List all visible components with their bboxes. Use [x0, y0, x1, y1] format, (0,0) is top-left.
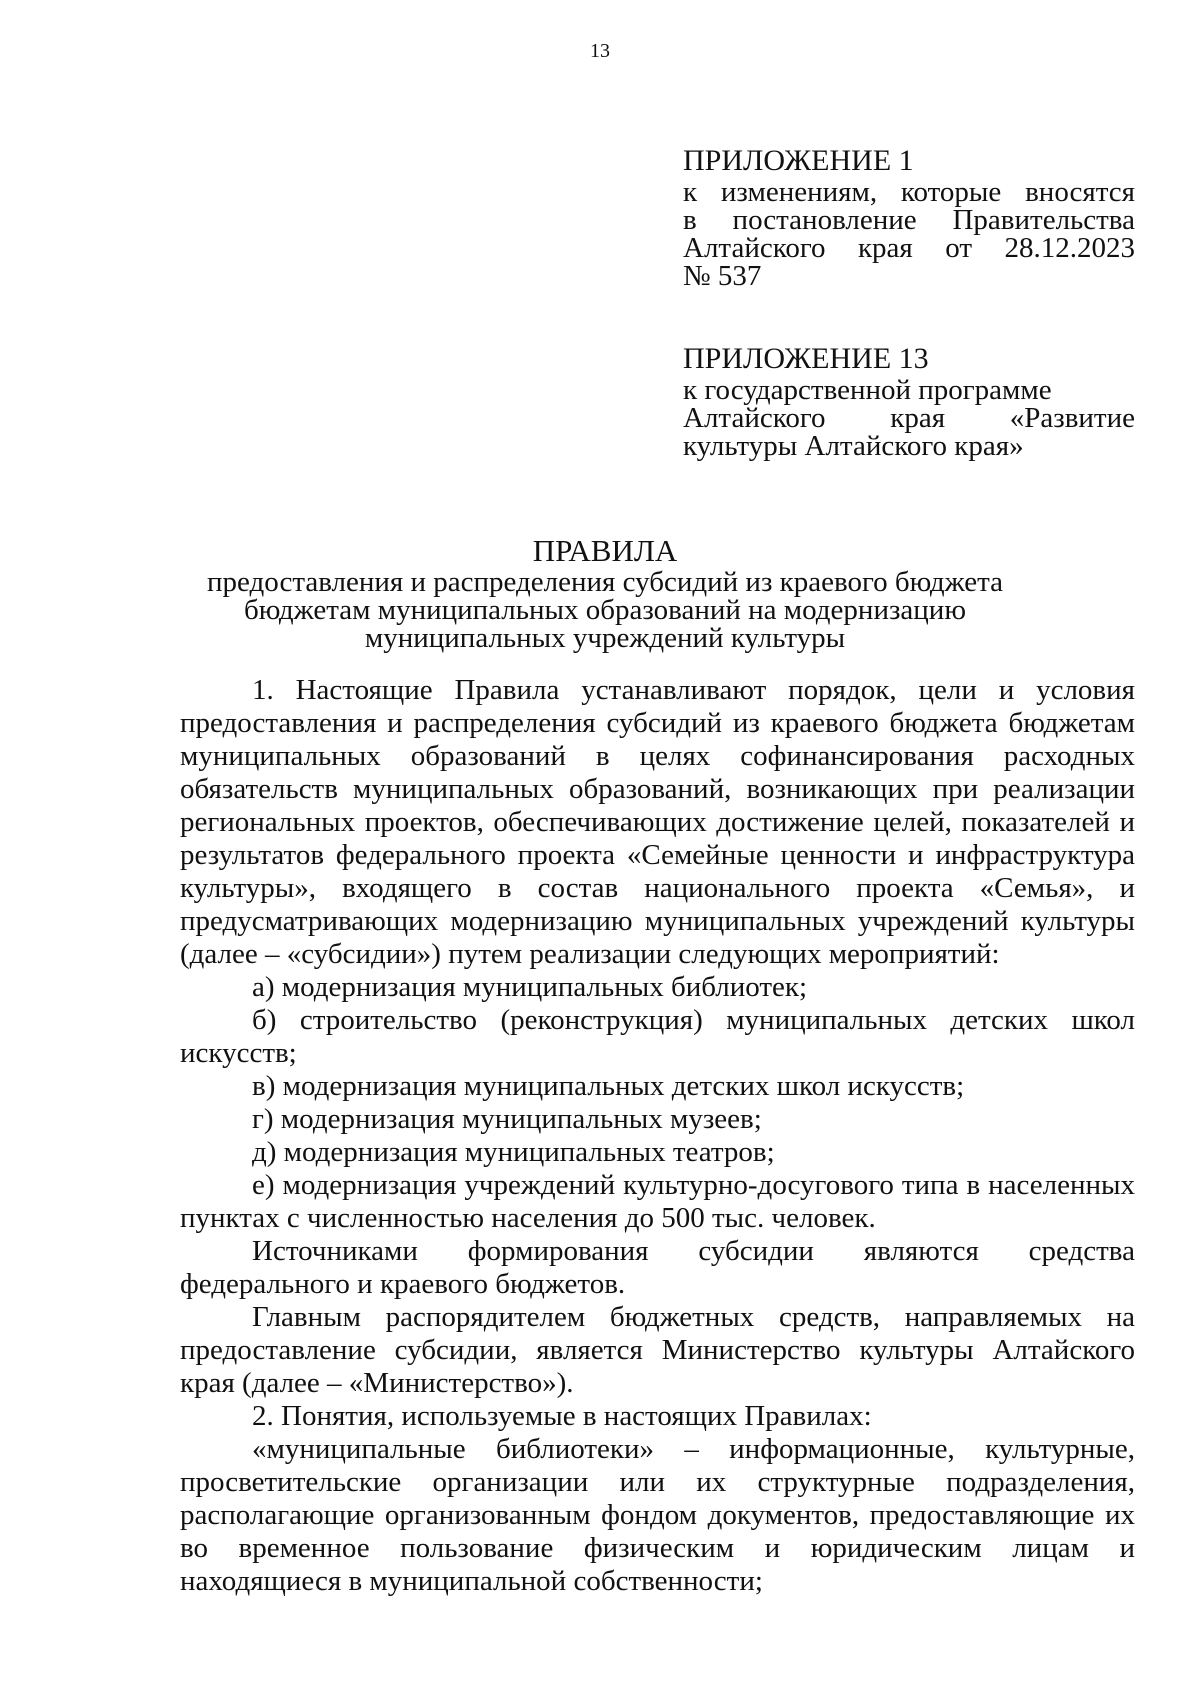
- list-item-e: е) модернизация учреждений культурно-досугового типа в населенных пунктах с численностью населения до 500 тыс. человек.: [180, 1169, 1135, 1234]
- rules-title-block: [200, 534, 1010, 652]
- list-item-a: а) модернизация муниципальных библиотек;: [252, 971, 808, 1003]
- appendix-13-line: Алтайского края «Развитие: [683, 402, 1135, 434]
- appendix-1-line: № 537: [683, 260, 762, 292]
- rules-body: [180, 674, 1135, 1598]
- list-item-b: б) строительство (реконструкция) муниципальных детских школ искусств;: [180, 1004, 1135, 1069]
- appendix-13-line: к государственной программе: [683, 374, 1052, 406]
- rules-subtitle-line: предоставления и распределения субсидий из краевого бюджета: [206, 566, 1004, 598]
- paragraph-2: 2. Понятия, используемые в настоящих Правилах:: [252, 1400, 872, 1432]
- appendix-1-block: [683, 144, 1135, 290]
- appendix-1-line: в постановление Правительства: [683, 204, 1135, 236]
- appendix-13-line: культуры Алтайского края»: [683, 430, 1024, 462]
- appendix-13-heading: ПРИЛОЖЕНИЕ 13: [683, 342, 929, 375]
- rules-subtitle-line: муниципальных учреждений культуры: [364, 622, 846, 654]
- appendix-1-heading: ПРИЛОЖЕНИЕ 1: [683, 144, 914, 177]
- page-number: 13: [590, 40, 610, 62]
- paragraph-main-administrator: Главным распорядителем бюджетных средств, направляемых на предоставление субсидии, является Министерство культуры Алтайского края (далее – «Министерство»).: [180, 1301, 1135, 1399]
- rules-title: ПРАВИЛА: [532, 533, 678, 568]
- appendix-1-line: Алтайского края от 28.12.2023: [683, 232, 1135, 264]
- rules-subtitle-line: бюджетам муниципальных образований на модернизацию: [243, 594, 966, 626]
- paragraph-1: 1. Настоящие Правила устанавливают порядок, цели и условия предоставления и распределения субсидий из краевого бюджета бюджетам муниципальных образований в целях софинансирования расходных обязательств муниципальных образований, возникающих при реализации региональных проектов, обеспечивающих достижение целей, показателей и результатов федерального проекта «Семейные ценности и инфраструктура культуры», входящего в состав национального проекта «Семья», и предусматривающих модернизацию муниципальных учреждений культуры (далее – «субсидии») путем реализации следующих мероприятий:: [180, 674, 1135, 970]
- paragraph-funding-sources: Источниками формирования субсидии являются средства федерального и краевого бюджетов.: [180, 1235, 1135, 1300]
- list-item-g: г) модернизация муниципальных музеев;: [252, 1103, 762, 1135]
- list-item-v: в) модернизация муниципальных детских школ искусств;: [252, 1070, 965, 1102]
- list-item-d: д) модернизация муниципальных театров;: [252, 1136, 775, 1168]
- appendix-13-block: [683, 342, 1135, 460]
- definition-municipal-libraries: «муниципальные библиотеки» – информационные, культурные, просветительские организации или их структурные подразделения, располагающие организованным фондом документов, предоставляющие их во временное пользование физическим и юридическим лицам и находящиеся в муниципальной собственности;: [180, 1433, 1135, 1597]
- appendix-1-line: к изменениям, которые вносятся: [683, 176, 1135, 208]
